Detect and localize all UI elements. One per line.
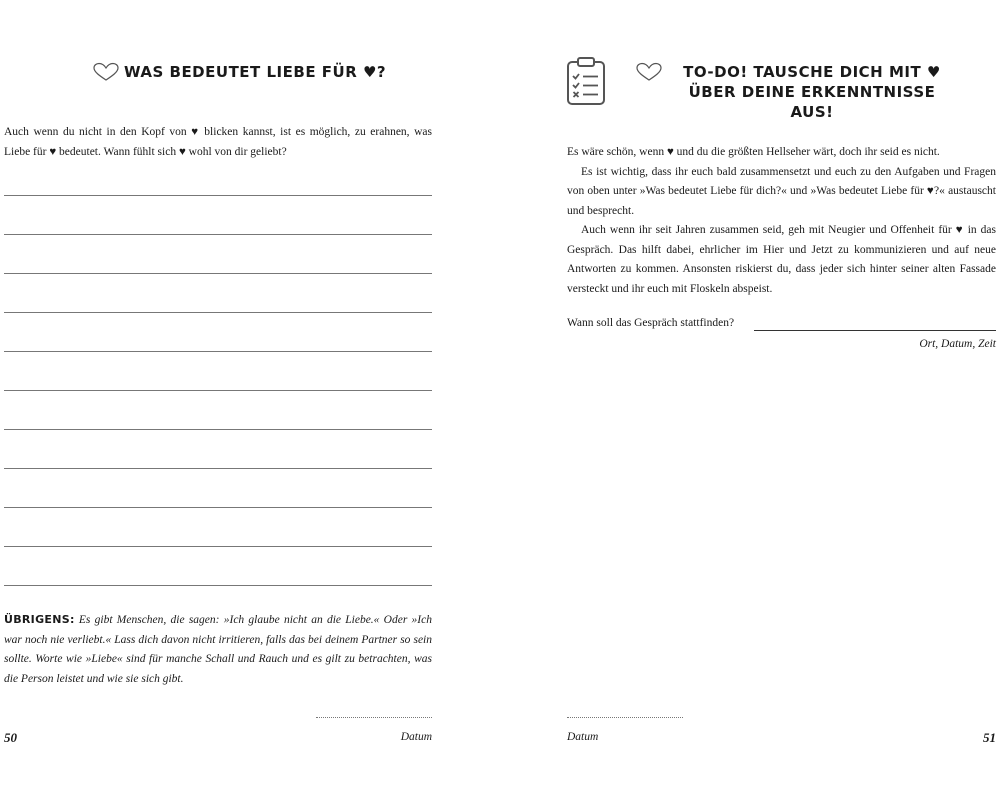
date-label-right: Datum [567, 731, 599, 743]
right-heading [635, 62, 955, 121]
outline-heart-icon [635, 62, 663, 82]
paragraph: Es wäre schön, wenn ♥ und du die größten Hellseher wärt, doch ihr seid es nicht. [567, 146, 940, 158]
left-heading-text: WAS BEDEUTET LIEBE FÜR ♥? [124, 63, 387, 81]
writing-line[interactable] [4, 468, 432, 469]
date-dotted-line-right[interactable] [567, 717, 683, 718]
writing-line[interactable] [4, 351, 432, 352]
date-dotted-line-left[interactable] [316, 717, 432, 718]
writing-line[interactable] [4, 273, 432, 274]
clipboard-checklist-icon [566, 56, 606, 106]
writing-line[interactable] [4, 585, 432, 586]
page-number-left: 50 [4, 730, 17, 745]
uebrigens-note [4, 610, 432, 689]
question-hint: Ort, Datum, Zeit [919, 338, 996, 350]
date-label-left: Datum [400, 731, 432, 743]
note-label: ÜBRIGENS: [4, 613, 75, 626]
writing-line[interactable] [4, 195, 432, 196]
writing-line[interactable] [4, 429, 432, 430]
writing-line[interactable] [4, 507, 432, 508]
question-text: Wann soll das Gespräch stattfinden? [567, 317, 735, 329]
writing-line[interactable] [4, 546, 432, 547]
left-intro-text: Auch wenn du nicht in den Kopf von ♥ blicken kannst, ist es möglich, zu erahnen, was Liebe für ♥ bedeutet. Wann fühlt sich ♥ wohl von dir geliebt? [4, 126, 432, 158]
note-text: Es gibt Menschen, die sagen: »Ich glaube nicht an die Liebe.« Oder »Ich war noch nie verliebt.« Lass dich davon nicht irritieren, falls das bei deinem Partner so sein sollte. Worte wie »Liebe« sind für manche Schall und Rauch und es gilt zu betrachten, was die Person leistet und wie sie sich gibt. [4, 614, 432, 685]
right-heading-text: TO-DO! TAUSCHE DICH MIT ♥ ÜBER DEINE ERKENNTNISSE AUS! [683, 63, 941, 121]
outline-heart-icon [92, 62, 120, 82]
writing-line[interactable] [4, 234, 432, 235]
writing-line[interactable] [4, 312, 432, 313]
writing-line[interactable] [4, 390, 432, 391]
right-body [567, 143, 996, 299]
page-number-right: 51 [983, 730, 996, 745]
paragraph: Es ist wichtig, dass ihr euch bald zusammensetzt und euch zu den Aufgaben und Fragen von oben unter »Was bedeutet Liebe für dich?« und »Was bedeutet Liebe für ♥?« austauscht und besprecht. [567, 165, 996, 217]
right-page [500, 0, 1000, 800]
answer-line[interactable] [754, 330, 996, 331]
paragraph: Auch wenn ihr seit Jahren zusammen seid, geh mit Neugier und Offenheit für ♥ in das Gespräch. Das hilft dabei, ehrlicher im Hier und Jetzt zu kommunizieren und auf neue Antworten zu kommen. Ansonsten riskierst du, dass jeder sich hinter seiner alten Fassade versteckt und ihr euch mit Floskeln abspeist. [567, 224, 996, 295]
